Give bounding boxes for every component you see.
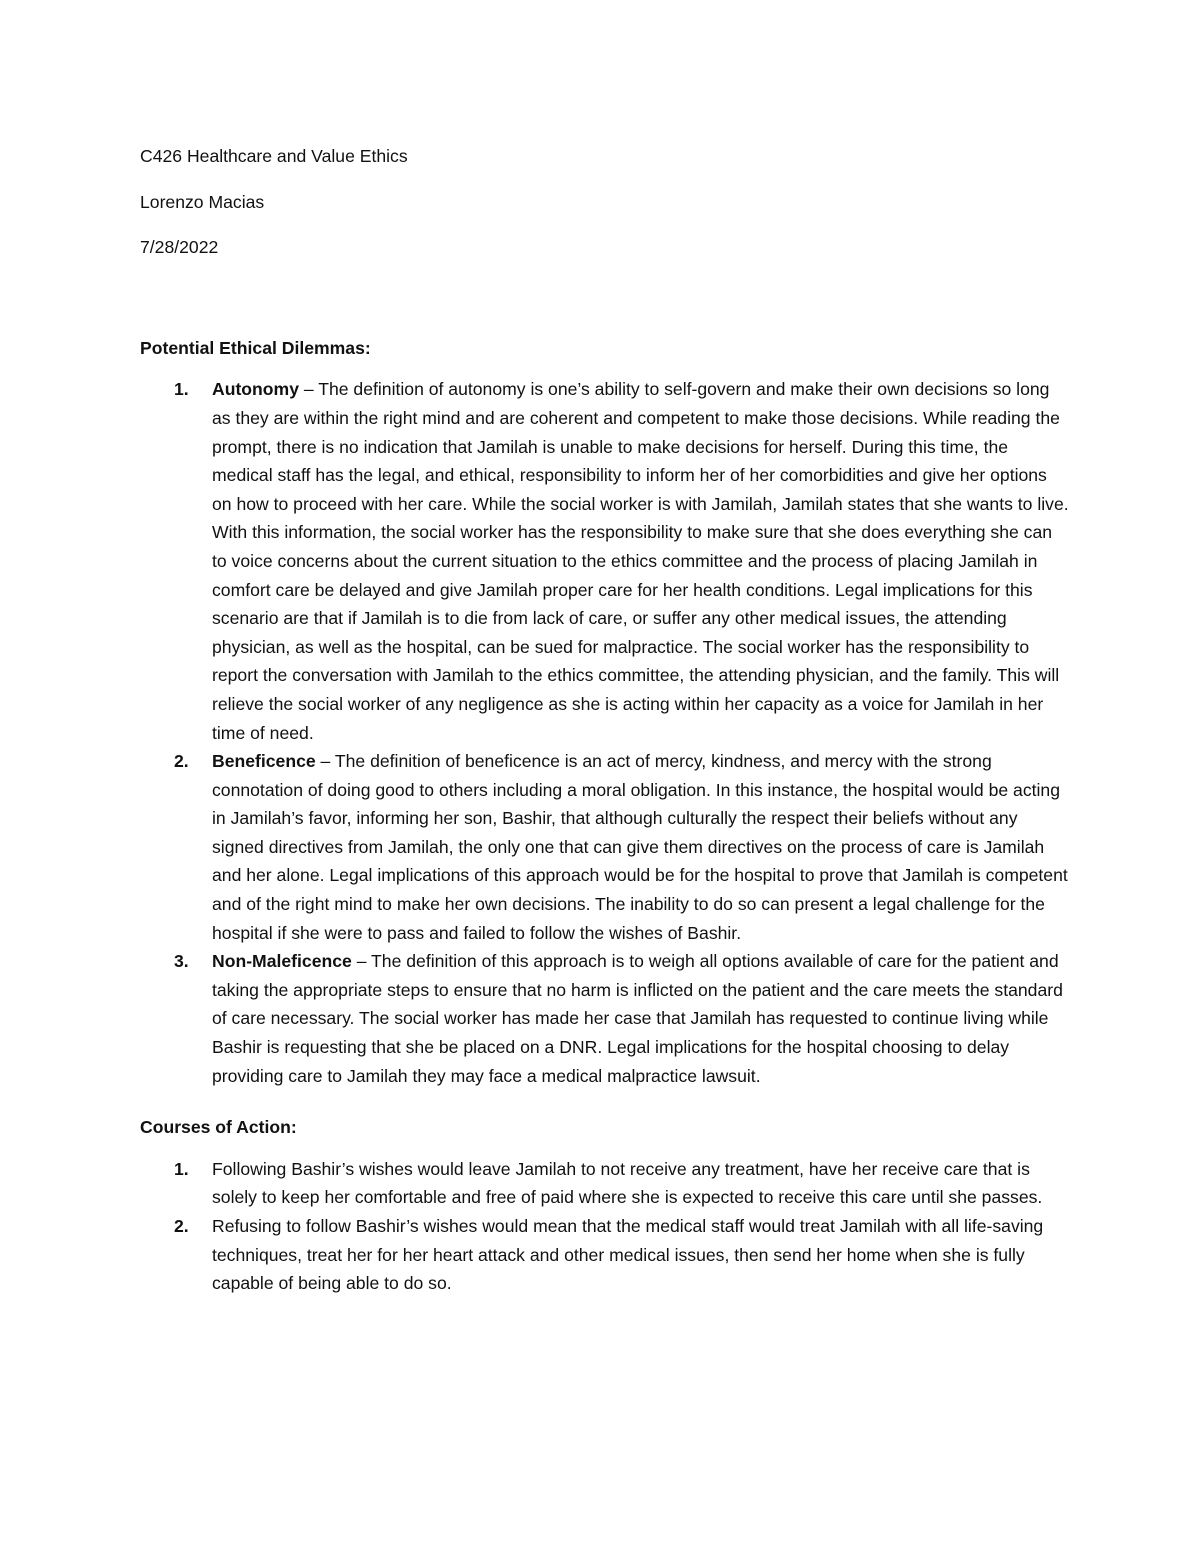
list-number: 3. [174,951,189,972]
dilemma-term: Autonomy [212,379,299,400]
dilemma-term: Non-Maleficence [212,951,352,972]
list-number: 1. [174,1158,189,1179]
list-number: 2. [174,1216,189,1236]
dilemma-item-autonomy [140,375,1070,747]
dilemma-item-beneficence [140,747,1070,947]
list-number: 2. [174,751,189,772]
document-date: 7/28/2022 [140,237,219,258]
dilemma-item-non-maleficence [140,947,1070,1090]
course-title: C426 Healthcare and Value Ethics [140,146,408,166]
document-body [140,142,1070,1298]
actions-heading: Courses of Action: [140,1117,297,1138]
dilemmas-list [140,375,1070,1090]
dilemma-term: Beneficence [212,751,316,772]
dilemma-text: – The definition of autonomy is one’s ability to self-govern and make their own decisions so long as they are within the right mind and are coherent and competent to make those decisions. While reading the prompt, there is no indication that Jamilah is unable to make decisions for herself. During this time, the medical staff has the legal, and ethical, responsibility to inform her of her comorbidities and give her options on how to proceed with her care. While the social worker is with Jamilah, Jamilah states that she wants to live. With this information, the social worker has the responsibility to make sure that she does everything she can to voice concerns about the current situation to the ethics committee and the process of placing Jamilah in comfort care be delayed and give Jamilah proper care for her health conditions. Legal implications for this scenario are that if Jamilah is to die from lack of care, or suffer any other medical issues, the attending physician, as well as the hospital, can be sued for malpractice. The social worker has the responsibility to report the conversation with Jamilah to the ethics committee, the attending physician, and the family. This will relieve the social worker of any negligence as she is acting within her capacity as a voice for Jamilah in her time of need. [212,379,1069,743]
dilemmas-heading: Potential Ethical Dilemmas: [140,337,371,358]
actions-list [140,1155,1070,1298]
dilemma-text: – The definition of beneficence is an act of mercy, kindness, and mercy with the strong connotation of doing good to others including a moral obligation. In this instance, the hospital would be acting in Jamilah’s favor, informing her son, Bashir, that although culturally the respect their beliefs without any signed directives from Jamilah, the only one that can give them directives on the process of care is Jamilah and her alone. Legal implications of this approach would be for the hospital to prove that Jamilah is competent and of the right mind to make her own decisions. The inability to do so can present a legal challenge for the hospital if she were to pass and failed to follow the wishes of Bashir. [212,751,1068,943]
action-item-follow-wishes [140,1155,1070,1212]
author-name: Lorenzo Macias [140,191,265,212]
action-text: Following Bashir’s wishes would leave Jamilah to not receive any treatment, have her receive care that is solely to keep her comfortable and free of paid where she is expected to receive this care until she passes. [212,1158,1043,1208]
action-item-refuse-wishes [140,1212,1070,1298]
document-header [140,142,1070,262]
action-text: Refusing to follow Bashir’s wishes would mean that the medical staff would treat Jamilah with all life-saving techniques, treat her for her heart attack and other medical issues, then send her home when she is fully capable of being able to do so. [212,1216,1044,1294]
dilemma-text: – The definition of this approach is to weigh all options available of care for the patient and taking the appropriate steps to ensure that no harm is inflicted on the patient and the care meets the standard of care necessary. The social worker has made her case that Jamilah has requested to continue living while Bashir is requesting that she be placed on a DNR. Legal implications for the hospital choosing to delay providing care to Jamilah they may face a medical malpractice lawsuit. [212,951,1063,1086]
list-number: 1. [174,379,189,400]
